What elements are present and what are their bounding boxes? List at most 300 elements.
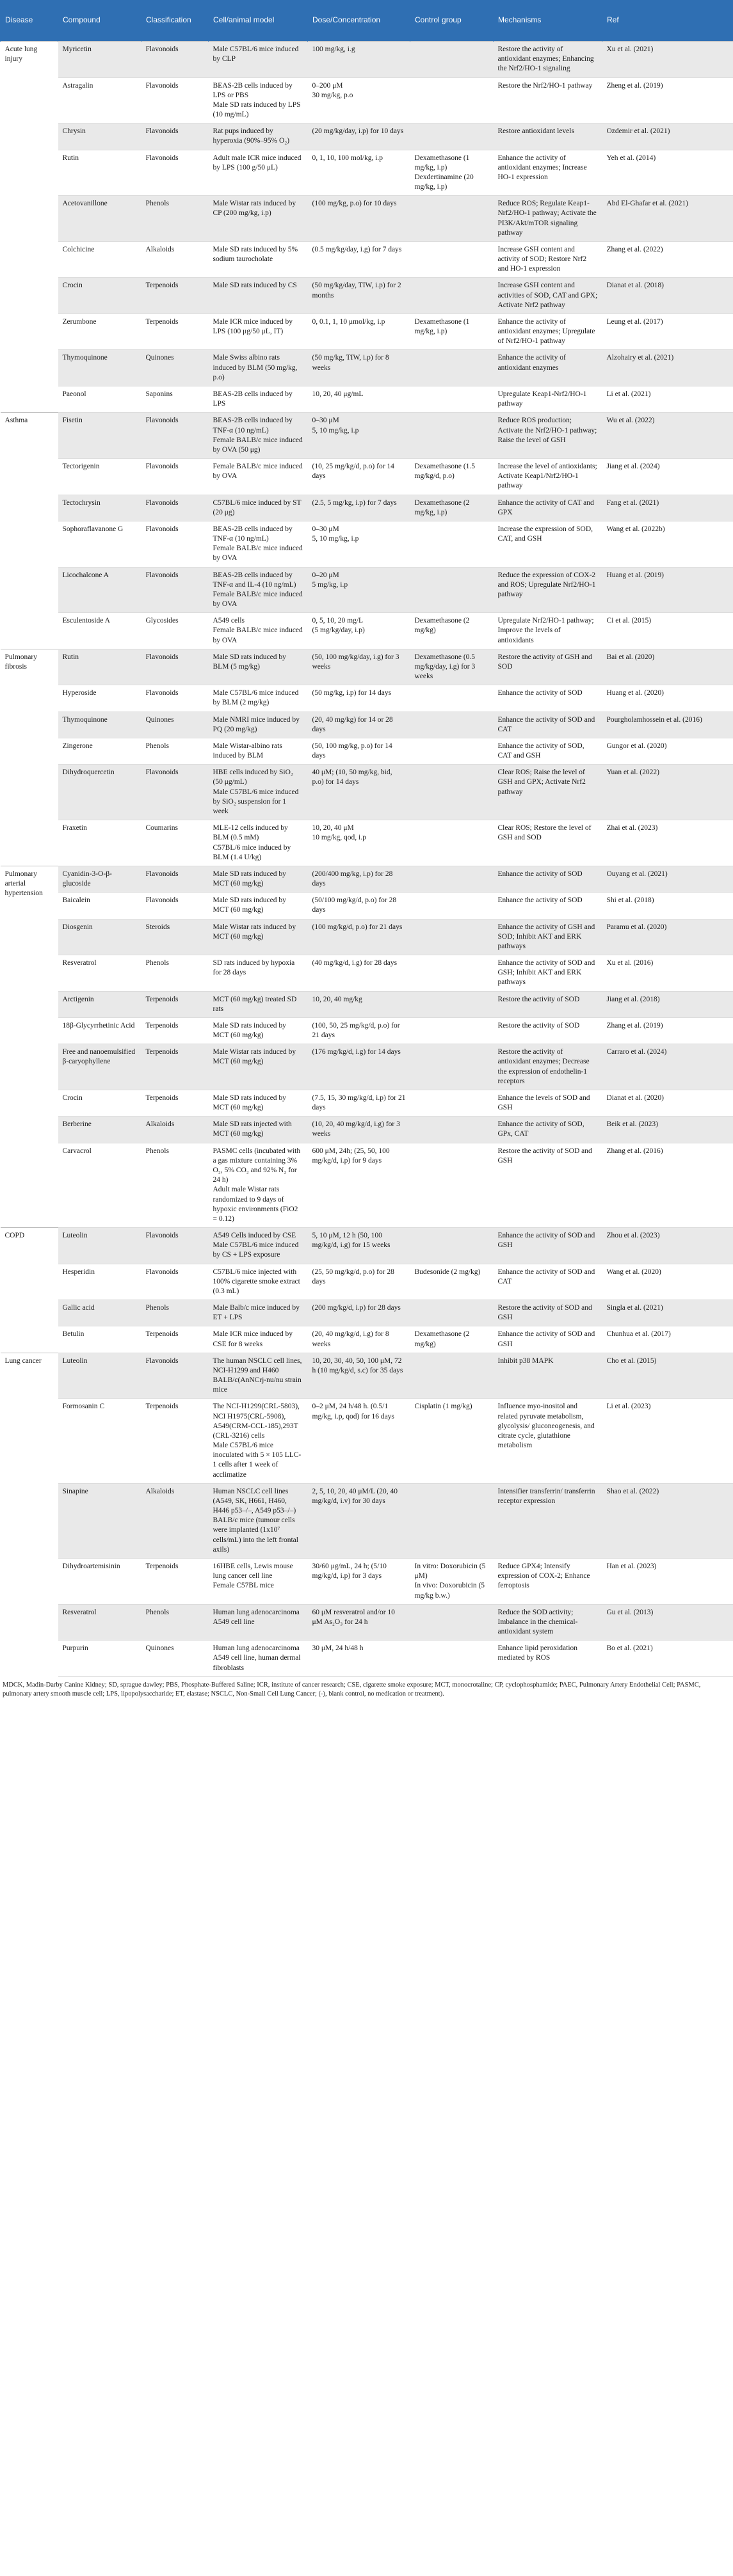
ref-cell: Yeh et al. (2014) bbox=[602, 150, 733, 196]
control-cell bbox=[410, 567, 494, 613]
dose-cell: (20, 40 mg/kg/d, i.g) for 8 weeks bbox=[308, 1326, 410, 1353]
table-row bbox=[1, 1326, 733, 1353]
table-row bbox=[1, 521, 733, 567]
mechanism-cell: Enhance the activity of SOD and GSH bbox=[494, 1228, 602, 1264]
mechanism-cell: Clear ROS; Restore the level of GSH and SOD bbox=[494, 820, 602, 866]
table-row bbox=[1, 1604, 733, 1641]
dose-cell: 40 μM; (10, 50 mg/kg, bid, p.o) for 14 days bbox=[308, 765, 410, 820]
classification-cell: Phenols bbox=[141, 1143, 209, 1227]
compound-cell: Luteolin bbox=[58, 1228, 141, 1264]
compound-cell: Myricetin bbox=[58, 42, 141, 78]
mechanism-cell: Increase the level of antioxidants; Activate Keap1/Nrf2/HO-1 pathway bbox=[494, 459, 602, 495]
compound-cell: Thymoquinone bbox=[58, 712, 141, 738]
compound-cell: Tectochrysin bbox=[58, 495, 141, 521]
control-cell: In vitro: Doxorubicin (5 μM) In vivo: Doxorubicin (5 mg/kg b.w.) bbox=[410, 1559, 494, 1605]
model-cell: Adult male ICR mice induced by LPS (100 g/50 μL) bbox=[209, 150, 308, 196]
ref-cell: Zhou et al. (2023) bbox=[602, 1228, 733, 1264]
ref-cell: Pourgholamhossein et al. (2016) bbox=[602, 712, 733, 738]
control-cell: Dexamethasone (2 mg/kg) bbox=[410, 613, 494, 649]
ref-cell: Beik et al. (2023) bbox=[602, 1117, 733, 1143]
mechanism-cell: Influence myo-inositol and related pyruvate metabolism, glycolysis/ gluconeogenesis, and citrate cycle, glutathione metabolism bbox=[494, 1399, 602, 1483]
ref-cell: Xu et al. (2016) bbox=[602, 955, 733, 992]
model-cell: A549 Cells induced by CSE Male C57BL/6 mice induced by CS + LPS exposure bbox=[209, 1228, 308, 1264]
table-row bbox=[1, 1044, 733, 1090]
compound-cell: Hyperoside bbox=[58, 685, 141, 712]
ref-cell: Shao et al. (2022) bbox=[602, 1483, 733, 1558]
control-cell bbox=[410, 1017, 494, 1044]
ref-cell: Li et al. (2021) bbox=[602, 386, 733, 412]
disease-cell: Asthma bbox=[1, 413, 58, 649]
compound-cell: Free and nanoemulsified β-caryophyllene bbox=[58, 1044, 141, 1090]
dose-cell: (50, 100 mg/kg, p.o) for 14 days bbox=[308, 738, 410, 764]
compound-cell: Arctigenin bbox=[58, 991, 141, 1017]
model-cell: Male ICR mice induced by LPS (100 μg/50 μL, IT) bbox=[209, 314, 308, 350]
mechanism-cell: Upregulate Keap1-Nrf2/HO-1 pathway bbox=[494, 386, 602, 412]
ref-cell: Ci et al. (2015) bbox=[602, 613, 733, 649]
classification-cell: Quinones bbox=[141, 1641, 209, 1677]
dose-cell: 10, 20, 30, 40, 50, 100 μM, 72 h (10 mg/kg/d, s.c) for 35 days bbox=[308, 1353, 410, 1399]
model-cell: PASMC cells (incubated with a gas mixture containing 3% O₂, 5% CO₂ and 92% N₂ for 24 h) Adult male Wistar rats randomized to 9 days of hypoxic environments (FiO2 = 0.12) bbox=[209, 1143, 308, 1227]
mechanism-cell: Enhance the activity of SOD and GSH bbox=[494, 1326, 602, 1353]
control-cell: Dexamethasone (2 mg/kg) bbox=[410, 1326, 494, 1353]
model-cell: Male SD rats induced by BLM (5 mg/kg) bbox=[209, 649, 308, 685]
mechanism-cell: Enhance the activity of SOD and GSH; Inhibit AKT and ERK pathways bbox=[494, 955, 602, 992]
dose-cell: 100 mg/kg, i.g bbox=[308, 42, 410, 78]
classification-cell: Quinones bbox=[141, 350, 209, 386]
ref-cell: Huang et al. (2019) bbox=[602, 567, 733, 613]
compound-cell: Berberine bbox=[58, 1117, 141, 1143]
table-row bbox=[1, 712, 733, 738]
compound-cell: Betulin bbox=[58, 1326, 141, 1353]
compound-cell: Thymoquinone bbox=[58, 350, 141, 386]
disease-cell: Lung cancer bbox=[1, 1353, 58, 1676]
model-cell: Male SD rats induced by 5% sodium taurocholate bbox=[209, 241, 308, 278]
ref-cell: Chunhua et al. (2017) bbox=[602, 1326, 733, 1353]
mechanism-cell: Intensifier transferrin/ transferrin receptor expression bbox=[494, 1483, 602, 1558]
control-cell bbox=[410, 893, 494, 919]
header-dose: Dose/Concentration bbox=[308, 0, 410, 42]
table-row bbox=[1, 820, 733, 866]
control-cell bbox=[410, 123, 494, 150]
header-disease: Disease bbox=[1, 0, 58, 42]
compound-cell: Fraxetin bbox=[58, 820, 141, 866]
dose-cell: 0–2 μM, 24 h/48 h. (0.5/1 mg/kg, i.p, qod) for 16 days bbox=[308, 1399, 410, 1483]
disease-cell: COPD bbox=[1, 1228, 58, 1353]
mechanism-cell: Restore the activity of SOD bbox=[494, 1017, 602, 1044]
model-cell: C57BL/6 mice induced by ST (20 μg) bbox=[209, 495, 308, 521]
classification-cell: Quinones bbox=[141, 712, 209, 738]
classification-cell: Flavonoids bbox=[141, 765, 209, 820]
table-row bbox=[1, 196, 733, 242]
ref-cell: Alzohairy et al. (2021) bbox=[602, 350, 733, 386]
dose-cell: (20, 40 mg/kg) for 14 or 28 days bbox=[308, 712, 410, 738]
model-cell: BEAS-2B cells induced by TNF-α (10 ng/mL) Female BALB/c mice induced by OVA (50 μg) bbox=[209, 413, 308, 459]
table-row bbox=[1, 1228, 733, 1264]
dose-cell: 30 μM, 24 h/48 h bbox=[308, 1641, 410, 1677]
compound-cell: Zingerone bbox=[58, 738, 141, 764]
table-row bbox=[1, 613, 733, 649]
table-row bbox=[1, 413, 733, 459]
compound-cell: Gallic acid bbox=[58, 1300, 141, 1326]
dose-cell: (200 mg/kg/d, i.p) for 28 days bbox=[308, 1300, 410, 1326]
table-row bbox=[1, 1641, 733, 1677]
compound-cell: Dihydroartemisinin bbox=[58, 1559, 141, 1605]
compound-cell: Hesperidin bbox=[58, 1264, 141, 1300]
mechanism-cell: Increase the expression of SOD, CAT, and GSH bbox=[494, 521, 602, 567]
compound-cell: Zerumbone bbox=[58, 314, 141, 350]
model-cell: Male SD rats induced by MCT (60 mg/kg) bbox=[209, 1017, 308, 1044]
classification-cell: Alkaloids bbox=[141, 1117, 209, 1143]
mechanism-cell: Upregulate Nrf2/HO-1 pathway; Improve the levels of antioxidants bbox=[494, 613, 602, 649]
dose-cell: (20 mg/kg/day, i.p) for 10 days bbox=[308, 123, 410, 150]
table-row bbox=[1, 1559, 733, 1605]
dose-cell: 30/60 μg/mL, 24 h; (5/10 mg/kg/d, i.p) for 3 days bbox=[308, 1559, 410, 1605]
mechanism-cell: Enhance the activity of SOD bbox=[494, 893, 602, 919]
classification-cell: Flavonoids bbox=[141, 150, 209, 196]
dose-cell: 10, 20, 40 μM 10 mg/kg, qod, i.p bbox=[308, 820, 410, 866]
classification-cell: Flavonoids bbox=[141, 521, 209, 567]
classification-cell: Terpenoids bbox=[141, 991, 209, 1017]
table-row bbox=[1, 649, 733, 685]
table-row bbox=[1, 893, 733, 919]
control-cell bbox=[410, 1143, 494, 1227]
mechanism-cell: Enhance the activity of CAT and GPX bbox=[494, 495, 602, 521]
classification-cell: Flavonoids bbox=[141, 1264, 209, 1300]
dose-cell: 0, 0.1, 1, 10 μmol/kg, i.p bbox=[308, 314, 410, 350]
mechanism-cell: Inhibit p38 MAPK bbox=[494, 1353, 602, 1399]
mechanism-cell: Enhance the activity of antioxidant enzymes; Increase HO-1 expression bbox=[494, 150, 602, 196]
dose-cell: (0.5 mg/kg/day, i.g) for 7 days bbox=[308, 241, 410, 278]
ref-cell: Yuan et al. (2022) bbox=[602, 765, 733, 820]
table-row bbox=[1, 738, 733, 764]
ref-cell: Wu et al. (2022) bbox=[602, 413, 733, 459]
compound-cell: Crocin bbox=[58, 278, 141, 314]
compound-cell: Resveratrol bbox=[58, 1604, 141, 1641]
model-cell: Male ICR mice induced by CSE for 8 weeks bbox=[209, 1326, 308, 1353]
table-header bbox=[1, 0, 733, 42]
model-cell: Female BALB/c mice induced by OVA bbox=[209, 459, 308, 495]
table-row bbox=[1, 1017, 733, 1044]
ref-cell: Singla et al. (2021) bbox=[602, 1300, 733, 1326]
ref-cell: Gungor et al. (2020) bbox=[602, 738, 733, 764]
control-cell bbox=[410, 1641, 494, 1677]
mechanism-cell: Restore the Nrf2/HO-1 pathway bbox=[494, 77, 602, 123]
mechanism-cell: Clear ROS; Raise the level of GSH and GPX; Activate Nrf2 pathway bbox=[494, 765, 602, 820]
compound-cell: Carvacrol bbox=[58, 1143, 141, 1227]
classification-cell: Terpenoids bbox=[141, 278, 209, 314]
classification-cell: Phenols bbox=[141, 955, 209, 992]
dose-cell: (25, 50 mg/kg/d, p.o) for 28 days bbox=[308, 1264, 410, 1300]
model-cell: BEAS-2B cells induced by TNF-α and IL-4 (10 ng/mL) Female BALB/c mice induced by OVA bbox=[209, 567, 308, 613]
control-cell bbox=[410, 521, 494, 567]
classification-cell: Flavonoids bbox=[141, 42, 209, 78]
model-cell: Human NSCLC cell lines (A549, SK, H661, H460, H446 p53–/–, A549 p53–/–) BALB/c mice (tumour cells were implanted (1x10⁷ cells/mL) into the left frontal axils) bbox=[209, 1483, 308, 1558]
table-row bbox=[1, 866, 733, 892]
control-cell bbox=[410, 765, 494, 820]
control-cell: Dexamethasone (1.5 mg/kg/d, p.o) bbox=[410, 459, 494, 495]
ref-cell: Leung et al. (2017) bbox=[602, 314, 733, 350]
table-row bbox=[1, 1264, 733, 1300]
control-cell: Dexamethasone (1 mg/kg, i.p) Dexdertinamine (20 mg/kg, i.p) bbox=[410, 150, 494, 196]
classification-cell: Coumarins bbox=[141, 820, 209, 866]
control-cell bbox=[410, 386, 494, 412]
compound-cell: Colchicine bbox=[58, 241, 141, 278]
compound-cell: Esculentoside A bbox=[58, 613, 141, 649]
classification-cell: Phenols bbox=[141, 738, 209, 764]
mechanism-cell: Restore the activity of SOD and GSH bbox=[494, 1300, 602, 1326]
mechanism-cell: Reduce ROS; Regulate Keap1-Nrf2/HO-1 pathway; Activate the PI3K/Akt/mTOR signaling pathway bbox=[494, 196, 602, 242]
classification-cell: Flavonoids bbox=[141, 495, 209, 521]
classification-cell: Alkaloids bbox=[141, 1483, 209, 1558]
compound-cell: Tectorigenin bbox=[58, 459, 141, 495]
ref-cell: Bo et al. (2021) bbox=[602, 1641, 733, 1677]
model-cell: The NCI-H1299(CRL-5803), NCI H1975(CRL-5908), A549(CRM-CCL-185),293T (CRL-3216) cells Male C57BL/6 mice inoculated with 5 × 105 LLC-1 cells after 1 week of acclimatize bbox=[209, 1399, 308, 1483]
table-row bbox=[1, 350, 733, 386]
dose-cell: (50 mg/kg/day, TIW, i.p) for 2 months bbox=[308, 278, 410, 314]
model-cell: Male NMRI mice induced by PQ (20 mg/kg) bbox=[209, 712, 308, 738]
compound-cell: Licochalcone A bbox=[58, 567, 141, 613]
dose-cell: (50, 100 mg/kg/day, i.g) for 3 weeks bbox=[308, 649, 410, 685]
ref-cell: Xu et al. (2021) bbox=[602, 42, 733, 78]
classification-cell: Saponins bbox=[141, 386, 209, 412]
control-cell bbox=[410, 1604, 494, 1641]
classification-cell: Glycosides bbox=[141, 613, 209, 649]
ref-cell: Fang et al. (2021) bbox=[602, 495, 733, 521]
mechanism-cell: Reduce the expression of COX-2 and ROS; Upregulate Nrf2/HO-1 pathway bbox=[494, 567, 602, 613]
ref-cell: Jiang et al. (2018) bbox=[602, 991, 733, 1017]
ref-cell: Ouyang et al. (2021) bbox=[602, 866, 733, 892]
classification-cell: Flavonoids bbox=[141, 866, 209, 892]
dose-cell: (50 mg/kg, TIW, i.p) for 8 weeks bbox=[308, 350, 410, 386]
dose-cell: 0, 1, 10, 100 mol/kg, i.p bbox=[308, 150, 410, 196]
mechanism-cell: Enhance the activity of GSH and SOD; Inhibit AKT and ERK pathways bbox=[494, 919, 602, 955]
ref-cell: Gu et al. (2013) bbox=[602, 1604, 733, 1641]
control-cell bbox=[410, 1228, 494, 1264]
control-cell: Dexamethasone (0.5 mg/kg/day, i.g) for 3 weeks bbox=[410, 649, 494, 685]
mechanism-cell: Reduce ROS production; Activate the Nrf2/HO-1 pathway; Raise the level of GSH bbox=[494, 413, 602, 459]
table-row bbox=[1, 1300, 733, 1326]
model-cell: MLE-12 cells induced by BLM (0.5 mM) C57BL/6 mice induced by BLM (1.4 U/kg) bbox=[209, 820, 308, 866]
model-cell: MCT (60 mg/kg) treated SD rats bbox=[209, 991, 308, 1017]
ref-cell: Wang et al. (2020) bbox=[602, 1264, 733, 1300]
control-cell bbox=[410, 1353, 494, 1399]
control-cell bbox=[410, 1117, 494, 1143]
ref-cell: Shi et al. (2018) bbox=[602, 893, 733, 919]
table-row bbox=[1, 386, 733, 412]
table-row bbox=[1, 278, 733, 314]
classification-cell: Terpenoids bbox=[141, 1326, 209, 1353]
control-cell bbox=[410, 278, 494, 314]
dose-cell: 5, 10 μM, 12 h (50, 100 mg/kg/d, i.g) for 15 weeks bbox=[308, 1228, 410, 1264]
model-cell: Human lung adenocarcinoma A549 cell line, human dermal fibroblasts bbox=[209, 1641, 308, 1677]
disease-cell: Acute lung injury bbox=[1, 42, 58, 413]
dose-cell: (176 mg/kg/d, i.g) for 14 days bbox=[308, 1044, 410, 1090]
dose-cell: 0–20 μM 5 mg/kg, i.p bbox=[308, 567, 410, 613]
classification-cell: Alkaloids bbox=[141, 241, 209, 278]
mechanism-cell: Enhance the activity of SOD bbox=[494, 866, 602, 892]
ref-cell: Carraro et al. (2024) bbox=[602, 1044, 733, 1090]
ref-cell: Abd El-Ghafar et al. (2021) bbox=[602, 196, 733, 242]
model-cell: Male Wistar rats induced by CP (200 mg/kg, i.p) bbox=[209, 196, 308, 242]
table-row bbox=[1, 765, 733, 820]
ref-cell: Paramu et al. (2020) bbox=[602, 919, 733, 955]
control-cell bbox=[410, 42, 494, 78]
ref-cell: Dianat et al. (2018) bbox=[602, 278, 733, 314]
classification-cell: Phenols bbox=[141, 196, 209, 242]
compound-cell: Astragalin bbox=[58, 77, 141, 123]
table-row bbox=[1, 459, 733, 495]
control-cell bbox=[410, 413, 494, 459]
mechanism-cell: Restore the activity of SOD and GSH bbox=[494, 1143, 602, 1227]
mechanism-cell: Restore the activity of antioxidant enzymes; Enhancing the Nrf2/HO-1 signaling bbox=[494, 42, 602, 78]
model-cell: Male SD rats injected with MCT (60 mg/kg) bbox=[209, 1117, 308, 1143]
table-row bbox=[1, 1117, 733, 1143]
table-row bbox=[1, 1399, 733, 1483]
classification-cell: Flavonoids bbox=[141, 459, 209, 495]
model-cell: Male Wistar rats induced by MCT (60 mg/kg) bbox=[209, 919, 308, 955]
control-cell bbox=[410, 1483, 494, 1558]
table-row bbox=[1, 919, 733, 955]
table-row bbox=[1, 685, 733, 712]
table-row bbox=[1, 241, 733, 278]
mechanism-cell: Increase GSH content and activities of SOD, CAT and GPX; Activate Nrf2 pathway bbox=[494, 278, 602, 314]
classification-cell: Terpenoids bbox=[141, 1044, 209, 1090]
mechanism-cell: Restore the activity of antioxidant enzymes; Decrease the expression of endothelin-1 receptors bbox=[494, 1044, 602, 1090]
table-row bbox=[1, 314, 733, 350]
dose-cell: 600 μM, 24h; (25, 50, 100 mg/kg/d, i.p) for 9 days bbox=[308, 1143, 410, 1227]
classification-cell: Flavonoids bbox=[141, 649, 209, 685]
model-cell: Male C57BL/6 mice induced by BLM (2 mg/kg) bbox=[209, 685, 308, 712]
mechanism-cell: Enhance lipid peroxidation mediated by ROS bbox=[494, 1641, 602, 1677]
compound-cell: Cyanidin-3-O-β-glucoside bbox=[58, 866, 141, 892]
compound-cell: Luteolin bbox=[58, 1353, 141, 1399]
model-cell: Male SD rats induced by CS bbox=[209, 278, 308, 314]
dose-cell: 0–30 μM 5, 10 mg/kg, i.p bbox=[308, 413, 410, 459]
dose-cell: (100, 50, 25 mg/kg/d, p.o) for 21 days bbox=[308, 1017, 410, 1044]
compound-cell: Rutin bbox=[58, 649, 141, 685]
compound-cell: 18β-Glycyrrhetinic Acid bbox=[58, 1017, 141, 1044]
model-cell: Male SD rats induced by MCT (60 mg/kg) bbox=[209, 893, 308, 919]
mechanism-cell: Enhance the activity of SOD and CAT bbox=[494, 712, 602, 738]
model-cell: Male SD rats induced by MCT (60 mg/kg) bbox=[209, 866, 308, 892]
control-cell bbox=[410, 955, 494, 992]
classification-cell: Flavonoids bbox=[141, 567, 209, 613]
control-cell bbox=[410, 991, 494, 1017]
dose-cell: (50 mg/kg, i.p) for 14 days bbox=[308, 685, 410, 712]
dose-cell: (2.5, 5 mg/kg, i.p) for 7 days bbox=[308, 495, 410, 521]
table-row bbox=[1, 1143, 733, 1227]
disease-cell: Pulmonary fibrosis bbox=[1, 649, 58, 866]
table-row bbox=[1, 1483, 733, 1558]
table-row bbox=[1, 495, 733, 521]
model-cell: Male Balb/c mice induced by ET + LPS bbox=[209, 1300, 308, 1326]
compound-cell: Formosanin C bbox=[58, 1399, 141, 1483]
model-cell: C57BL/6 mice injected with 100% cigarette smoke extract (0.3 mL) bbox=[209, 1264, 308, 1300]
mechanism-cell: Enhance the activity of antioxidant enzymes; Upregulate of Nrf2/HO-1 pathway bbox=[494, 314, 602, 350]
dose-cell: 2, 5, 10, 20, 40 μM/L (20, 40 mg/kg/d, i.v) for 30 days bbox=[308, 1483, 410, 1558]
compound-cell: Chrysin bbox=[58, 123, 141, 150]
table-footnote: MDCK, Madin-Darby Canine Kidney; SD, sprague dawley; PBS, Phosphate-Buffered Saline; ICR, institute of cancer research; CSE, cigarette smoke exposure; MCT, monocrotaline; CP, cyclophosphamide; PAEC, Pulmonary Artery Endothelial Cell; PASMC, pulmonary artery smooth muscle cell; LPS, lipopolysaccharide; ET, elastase; NSCLC, Non-Small Cell Lung Cancer; (-), blank control, no medication or treatment). bbox=[3, 1682, 701, 1698]
disease-cell: Pulmonary arterial hypertension bbox=[1, 866, 58, 1227]
table-row bbox=[1, 77, 733, 123]
classification-cell: Flavonoids bbox=[141, 413, 209, 459]
header-ref: Ref bbox=[602, 0, 733, 42]
mechanism-cell: Restore the activity of GSH and SOD bbox=[494, 649, 602, 685]
classification-cell: Steroids bbox=[141, 919, 209, 955]
mechanism-cell: Enhance the activity of SOD and CAT bbox=[494, 1264, 602, 1300]
ref-cell: Li et al. (2023) bbox=[602, 1399, 733, 1483]
control-cell bbox=[410, 866, 494, 892]
dose-cell: 0, 5, 10, 20 mg/L (5 mg/kg/day, i.p) bbox=[308, 613, 410, 649]
compound-cell: Fisetin bbox=[58, 413, 141, 459]
dose-cell: (10, 25 mg/kg/d, p.o) for 14 days bbox=[308, 459, 410, 495]
model-cell: Male C57BL/6 mice induced by CLP bbox=[209, 42, 308, 78]
compound-cell: Baicalein bbox=[58, 893, 141, 919]
model-cell: BEAS-2B cells induced by LPS bbox=[209, 386, 308, 412]
dose-cell: (10, 20, 40 mg/kg/d, i.g) for 3 weeks bbox=[308, 1117, 410, 1143]
classification-cell: Flavonoids bbox=[141, 685, 209, 712]
classification-cell: Terpenoids bbox=[141, 1017, 209, 1044]
control-cell bbox=[410, 685, 494, 712]
compound-cell: Sophoraflavanone G bbox=[58, 521, 141, 567]
model-cell: Rat pups induced by hyperoxia (90%–95% O₂) bbox=[209, 123, 308, 150]
model-cell: Male Swiss albino rats induced by BLM (50 mg/kg, p.o) bbox=[209, 350, 308, 386]
dose-cell: (100 mg/kg/d, p.o) for 21 days bbox=[308, 919, 410, 955]
header-model: Cell/animal model bbox=[209, 0, 308, 42]
classification-cell: Phenols bbox=[141, 1300, 209, 1326]
mechanism-cell: Enhance the activity of antioxidant enzymes bbox=[494, 350, 602, 386]
mechanism-cell: Enhance the activity of SOD bbox=[494, 685, 602, 712]
table-row bbox=[1, 1090, 733, 1116]
classification-cell: Terpenoids bbox=[141, 1559, 209, 1605]
header-classification: Classification bbox=[141, 0, 209, 42]
table-row bbox=[1, 42, 733, 78]
compound-cell: Diosgenin bbox=[58, 919, 141, 955]
ref-cell: Zheng et al. (2019) bbox=[602, 77, 733, 123]
control-cell bbox=[410, 241, 494, 278]
ref-cell: Huang et al. (2020) bbox=[602, 685, 733, 712]
control-cell: Dexamethasone (1 mg/kg, i.p) bbox=[410, 314, 494, 350]
table-row bbox=[1, 1353, 733, 1399]
dose-cell: (40 mg/kg/d, i.g) for 28 days bbox=[308, 955, 410, 992]
classification-cell: Phenols bbox=[141, 1604, 209, 1641]
mechanism-cell: Reduce GPX4; Intensify expression of COX-2; Enhance ferroptosis bbox=[494, 1559, 602, 1605]
table-row bbox=[1, 567, 733, 613]
dose-cell: 60 μM resveratrol and/or 10 μM As₂O₃ for 24 h bbox=[308, 1604, 410, 1641]
dose-cell: 10, 20, 40 μg/mL bbox=[308, 386, 410, 412]
control-cell: Budesonide (2 mg/kg) bbox=[410, 1264, 494, 1300]
dose-cell: 0–200 μM 30 mg/kg, p.o bbox=[308, 77, 410, 123]
model-cell: Male Wistar rats induced by MCT (60 mg/kg) bbox=[209, 1044, 308, 1090]
header-control: Control group bbox=[410, 0, 494, 42]
compound-cell: Rutin bbox=[58, 150, 141, 196]
mechanism-cell: Enhance the activity of SOD, CAT and GSH bbox=[494, 738, 602, 764]
classification-cell: Flavonoids bbox=[141, 893, 209, 919]
classification-cell: Terpenoids bbox=[141, 1090, 209, 1116]
model-cell: SD rats induced by hypoxia for 28 days bbox=[209, 955, 308, 992]
dose-cell: 0–30 μM 5, 10 mg/kg, i.p bbox=[308, 521, 410, 567]
control-cell bbox=[410, 919, 494, 955]
model-cell: A549 cells Female BALB/c mice induced by OVA bbox=[209, 613, 308, 649]
mechanism-cell: Enhance the activity of SOD, GPx, CAT bbox=[494, 1117, 602, 1143]
dose-cell: (50/100 mg/kg/d, p.o) for 28 days bbox=[308, 893, 410, 919]
ref-cell: Zhai et al. (2023) bbox=[602, 820, 733, 866]
control-cell bbox=[410, 1300, 494, 1326]
ref-cell: Wang et al. (2022b) bbox=[602, 521, 733, 567]
model-cell: HBE cells induced by SiO₂ (50 μg/mL) Male C57BL/6 mice induced by SiO₂ suspension for 1 week bbox=[209, 765, 308, 820]
mechanism-cell: Enhance the levels of SOD and GSH bbox=[494, 1090, 602, 1116]
control-cell bbox=[410, 196, 494, 242]
